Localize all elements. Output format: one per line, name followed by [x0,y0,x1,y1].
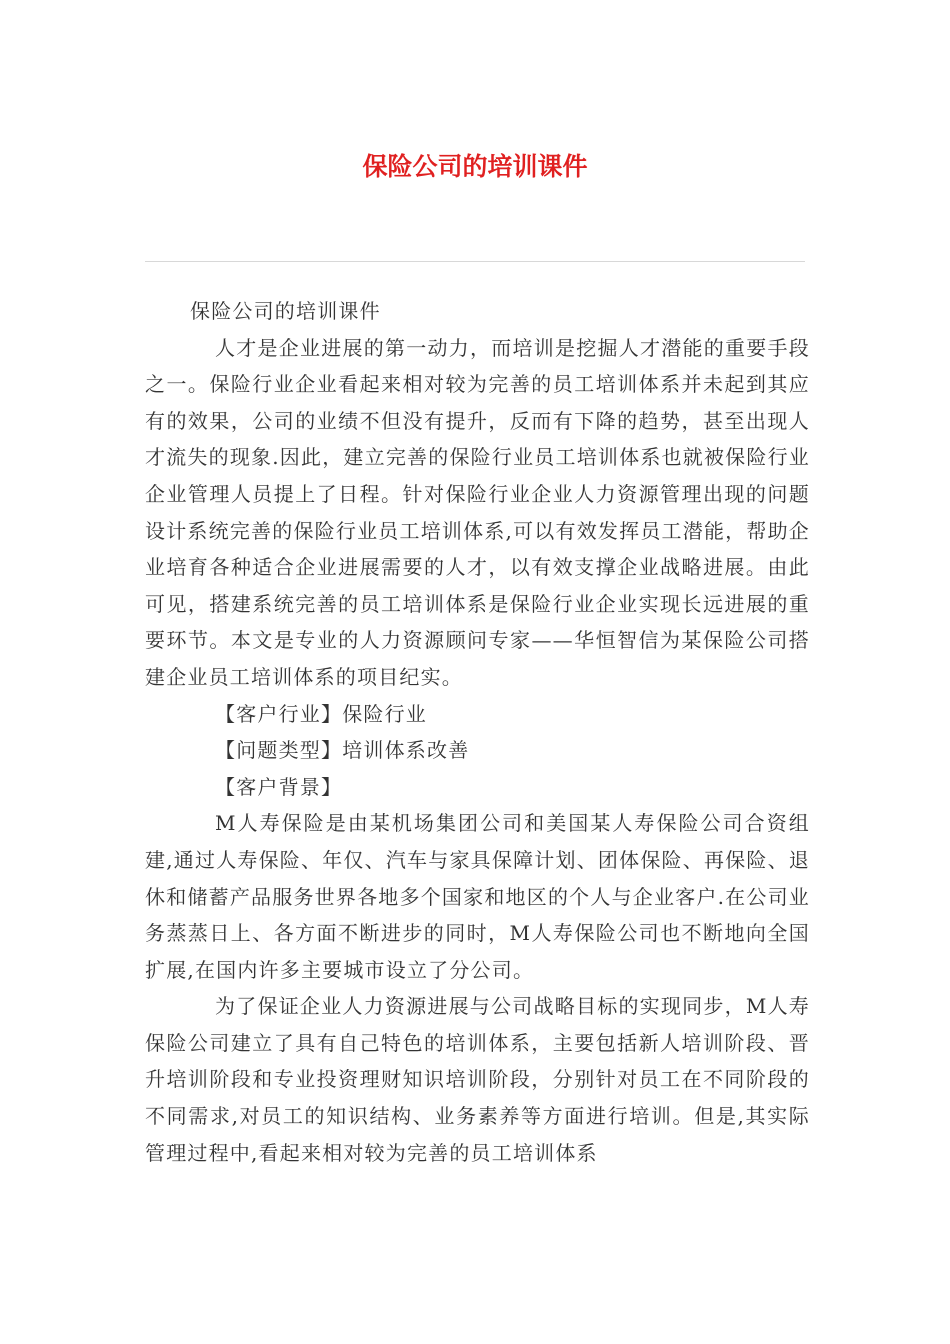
client-industry-tag: 【客户行业】保险行业 [215,701,427,726]
document-subtitle: 保险公司的培训课件 [190,299,381,323]
client-background-heading: 【客户背景】 [215,774,343,799]
problem-type-tag: 【问题类型】培训体系改善 [215,738,470,763]
background-paragraph-1: M人寿保险是由某机场集团公司和美国某人寿保险公司合资组建,通过人寿保险、年仅、汽车与家具保障计划、团体保险、再保险、退休和储蓄产品服务世界各地多个国家和地区的个人与企业客户.在公司业务蒸蒸日上、各方面不断进步的同时，M人寿保险公司也不断地向全国扩展,在国内许多主要城市设立了分公司。 [145,811,810,982]
title-divider [145,261,805,262]
intro-paragraph: 人才是企业进展的第一动力，而培训是挖掘人才潜能的重要手段之一。保险行业企业看起来相对较为完善的员工培训体系并未起到其应有的效果，公司的业绩不但没有提升，反而有下降的趋势，甚至出现人才流失的现象.因此，建立完善的保险行业员工培训体系也就被保险行业企业管理人员提上了日程。针对保险行业企业人力资源管理出现的问题设计系统完善的保险行业员工培训体系,可以有效发挥员工潜能，帮助企业培育各种适合企业进展需要的人才，以有效支撑企业战略进展。由此可见，搭建系统完善的员工培训体系是保险行业企业实现长远进展的重要环节。本文是专业的人力资源顾问专家——华恒智信为某保险公司搭建企业员工培训体系的项目纪实。 [145,335,810,689]
document-body [145,293,810,1171]
page-title: 保险公司的培训课件 [362,151,588,181]
background-paragraph-2: 为了保证企业人力资源进展与公司战略目标的实现同步，M人寿保险公司建立了具有自己特色的培训体系，主要包括新人培训阶段、晋升培训阶段和专业投资理财知识培训阶段，分别针对员工在不同阶段的不同需求,对员工的知识结构、业务素养等方面进行培训。但是,其实际管理过程中,看起来相对较为完善的员工培训体系 [145,994,810,1165]
